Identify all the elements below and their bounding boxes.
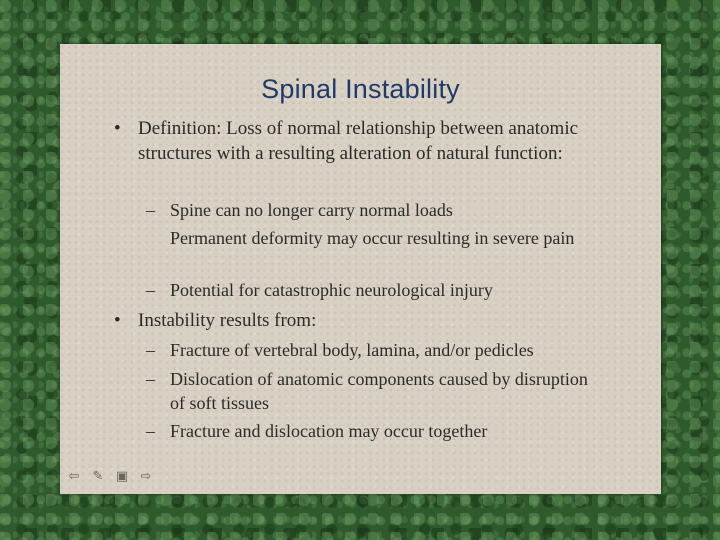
sub-bullet-text: Fracture of vertebral body, lamina, and/or pedicles — [170, 340, 534, 360]
sub-bullet-text: Spine can no longer carry normal loads — [170, 200, 453, 220]
pen-icon[interactable]: ✎ — [92, 468, 104, 484]
previous-arrow-icon[interactable]: ⇦ — [68, 468, 80, 484]
slide-nav — [64, 468, 156, 484]
next-arrow-icon[interactable]: ⇨ — [140, 468, 152, 484]
sub-bullet-marker: – — [146, 280, 155, 300]
sub-bullet-marker: – — [146, 200, 155, 220]
sub-bullet-text: Dislocation of anatomic components caused by disruption of soft tissues — [170, 369, 588, 413]
slide — [60, 44, 661, 494]
sub-bullet-marker: – — [146, 421, 155, 441]
sub-bullet-text: Potential for catastrophic neurological injury — [170, 280, 493, 300]
bullet-text: Definition: Loss of normal relationship between anatomic structures with a resulting alteration of natural function: — [138, 118, 579, 164]
sub-bullet-marker: – — [146, 369, 155, 389]
bullet-marker: • — [114, 310, 121, 331]
sub-bullet-marker: – — [146, 340, 155, 360]
sub-bullet-text: Fracture and dislocation may occur together — [170, 421, 488, 441]
menu-icon[interactable]: ▣ — [115, 468, 129, 484]
bullet-marker: • — [114, 118, 121, 139]
sub-bullet-text: Permanent deformity may occur resulting in severe pain — [170, 228, 575, 248]
slide-title: Spinal Instability — [261, 74, 460, 104]
bullet-text: Instability results from: — [138, 310, 317, 331]
